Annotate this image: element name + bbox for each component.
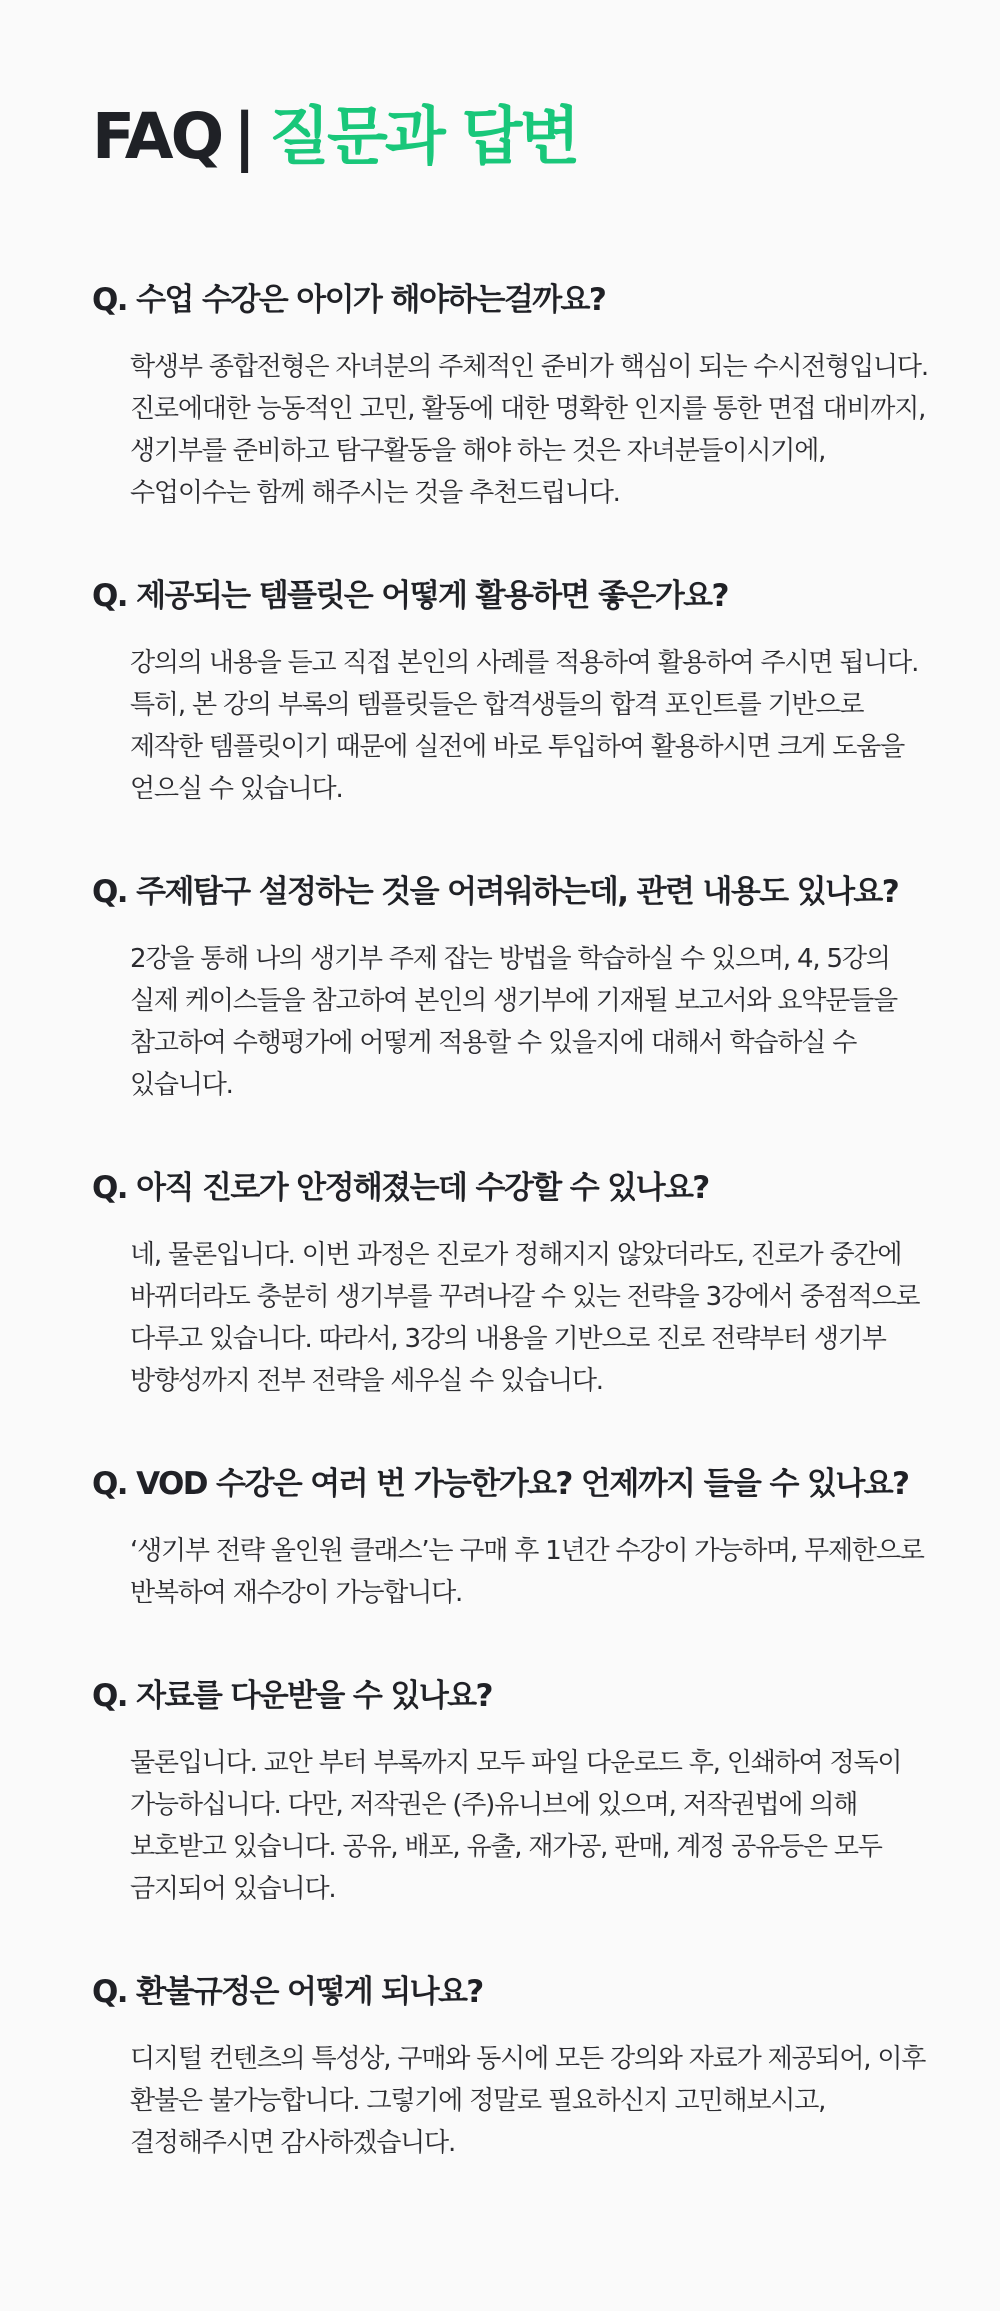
faq-question: Q. 자료를 다운받을 수 있나요? [92, 1678, 492, 1714]
faq-question: Q. 환불규정은 어떻게 되나요? [92, 1974, 483, 2010]
title-lead: FAQ [92, 100, 222, 173]
faq-list [92, 280, 1000, 2164]
faq-item [92, 1972, 1000, 2164]
faq-answer: ‘생기부 전략 올인원 클래스’는 구매 후 1년간 수강이 가능하며, 무제한으로 반복하여 재수강이 가능합니다. [130, 1536, 924, 1608]
title-separator: | [233, 100, 254, 173]
faq-question: Q. 수업 수강은 아이가 해야하는걸까요? [92, 282, 606, 318]
page-title [92, 98, 1000, 176]
faq-item [92, 872, 1000, 1106]
faq-item [92, 1168, 1000, 1402]
faq-question: Q. 주제탐구 설정하는 것을 어려워하는데, 관련 내용도 있나요? [92, 874, 899, 910]
faq-answer: 강의의 내용을 듣고 직접 본인의 사례를 적용하여 활용하여 주시면 됩니다. 특히, 본 강의 부록의 템플릿들은 합격생들의 합격 포인트를 기반으로 제작한 템플릿이기 때문에 실전에 바로 투입하여 활용하시면 크게 도움을 얻으실 수 있습니다. [130, 648, 919, 804]
faq-answer: 학생부 종합전형은 자녀분의 주체적인 준비가 핵심이 되는 수시전형입니다.진로에대한 능동적인 고민, 활동에 대한 명확한 인지를 통한 면접 대비까지,생기부를 준비하고 탐구활동을 해야 하는 것은 자녀분들이시기에, 수업이수는 함께 해주시는 것을 추천드립니다. [130, 352, 928, 508]
faq-item [92, 1464, 1000, 1614]
faq-question: Q. 아직 진로가 안정해졌는데 수강할 수 있나요? [92, 1170, 709, 1206]
faq-question: Q. 제공되는 템플릿은 어떻게 활용하면 좋은가요? [92, 578, 728, 614]
faq-item [92, 576, 1000, 810]
faq-answer: 2강을 통해 나의 생기부 주제 잡는 방법을 학습하실 수 있으며, 4, 5강의 실제 케이스들을 참고하여 본인의 생기부에 기재될 보고서와 요약문들을 참고하여 수행평가에 어떻게 적용할 수 있을지에 대해서 학습하실 수 있습니다. [130, 944, 897, 1100]
faq-answer: 네, 물론입니다. 이번 과정은 진로가 정해지지 않았더라도, 진로가 중간에 바뀌더라도 충분히 생기부를 꾸려나갈 수 있는 전략을 3강에서 중점적으로 다루고 있습니다. 따라서, 3강의 내용을 기반으로 진로 전략부터 생기부 방향성까지 전부 전략을 세우실 수 있습니다. [130, 1240, 920, 1396]
faq-answer: 디지털 컨텐츠의 특성상, 구매와 동시에 모든 강의와 자료가 제공되어, 이후 환불은 불가능합니다. 그렇기에 정말로 필요하신지 고민해보시고, 결정해주시면 감사하겠습니다. [130, 2044, 926, 2158]
faq-question: Q. VOD 수강은 여러 번 가능한가요? 언제까지 들을 수 있나요? [92, 1466, 909, 1502]
faq-item [92, 1676, 1000, 1910]
title-accent: 질문과 답변 [269, 100, 578, 173]
faq-answer: 물론입니다. 교안 부터 부록까지 모두 파일 다운로드 후, 인쇄하여 정독이 가능하십니다. 다만, 저작권은 (주)유니브에 있으며, 저작권법에 의해 보호받고 있습니다. 공유, 배포, 유출, 재가공, 판매, 계정 공유등은 모두 금지되어 있습니다. [130, 1748, 902, 1904]
faq-item [92, 280, 1000, 514]
